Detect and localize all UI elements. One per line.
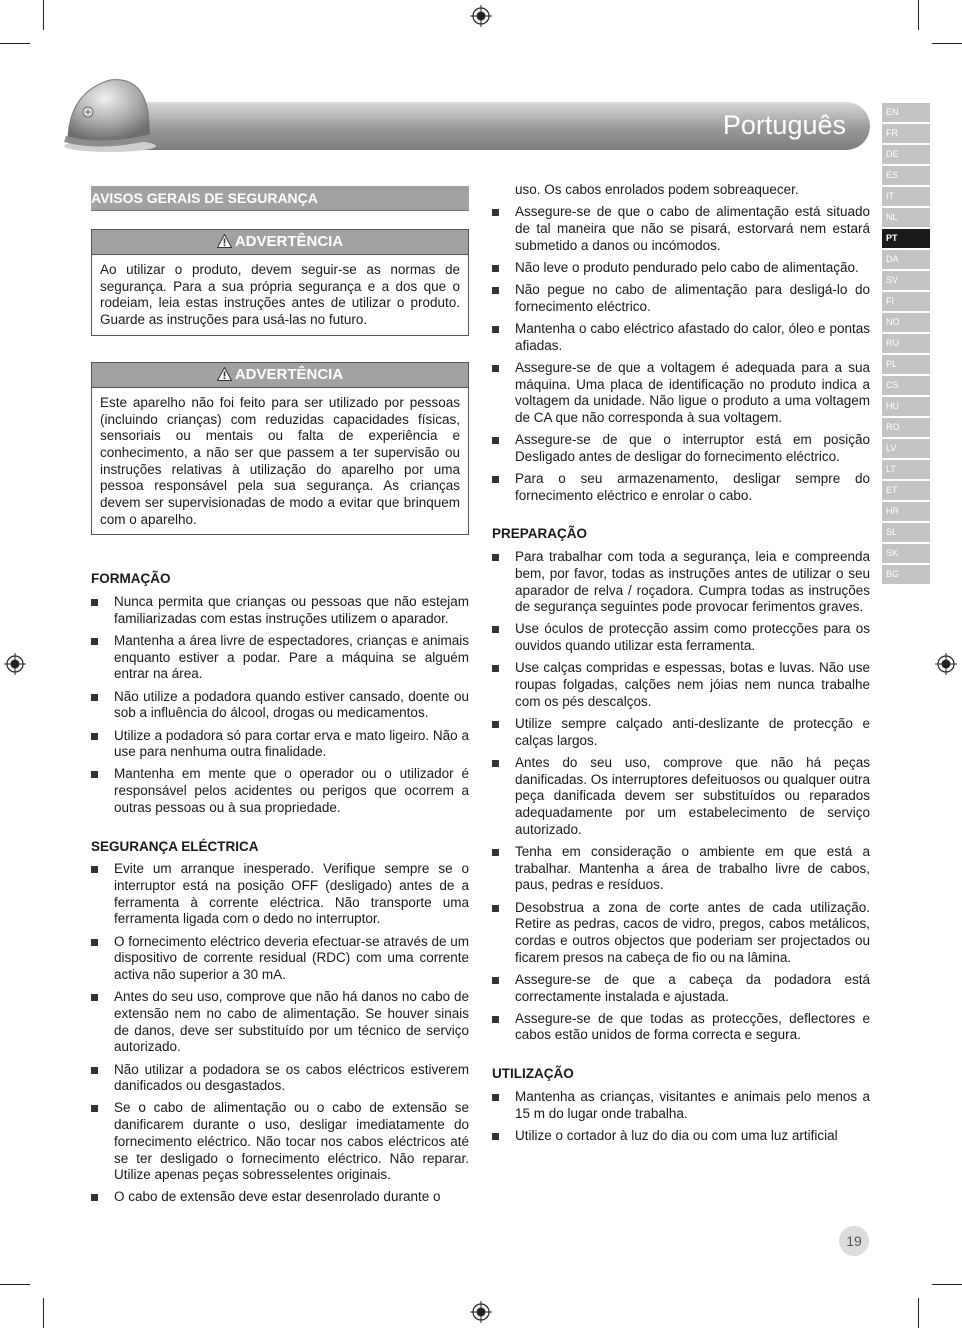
crop-mark — [43, 0, 44, 30]
language-tab-et[interactable]: ET — [882, 481, 930, 500]
page-title: Português — [722, 110, 846, 140]
right-column — [492, 182, 870, 1150]
bullet-list-formacao — [91, 594, 469, 816]
language-tab-fr[interactable]: FR — [882, 124, 930, 143]
language-tabs — [882, 103, 930, 586]
list-item: Assegure-se de que o interruptor está em posição Desligado antes de desligar do fornecimento eléctrico. — [492, 432, 870, 465]
list-item: Assegure-se de que a cabeça da podadora está correctamente instalada e ajustada. — [492, 972, 870, 1005]
warning-title: ADVERTÊNCIA — [234, 233, 344, 250]
crop-mark — [0, 1284, 30, 1285]
language-tab-sk[interactable]: SK — [882, 544, 930, 563]
warning-box — [91, 229, 469, 336]
left-column — [91, 180, 469, 1212]
language-tab-ru[interactable]: RU — [882, 334, 930, 353]
crop-mark — [918, 0, 919, 30]
crop-mark — [918, 1298, 919, 1328]
list-item: Desobstrua a zona de corte antes de cada utilização. Retire as pedras, cacos de vidro, pregos, cabos metálicos, cordas e outros objectos que poderiam ser projectados ou ficarem presos na cabeça de fio ou na lâmina. — [492, 900, 870, 967]
language-tab-fi[interactable]: FI — [882, 292, 930, 311]
language-tab-es[interactable]: ES — [882, 166, 930, 185]
bullet-list-preparacao — [492, 549, 870, 1044]
language-tab-en[interactable]: EN — [882, 103, 930, 122]
list-item: Não utilizar a podadora se os cabos eléctricos estiverem danificados ou desgastados. — [91, 1062, 469, 1095]
list-item: Utilize o cortador à luz do dia ou com uma luz artificial — [492, 1128, 870, 1145]
list-item: Use óculos de protecção assim como protecções para os ouvidos quando utilizar esta ferramenta. — [492, 621, 870, 654]
language-tab-hr[interactable]: HR — [882, 502, 930, 521]
bullet-list-utilizacao — [492, 1089, 870, 1145]
list-item: Para trabalhar com toda a segurança, leia e compreenda bem, por favor, todas as instruções antes de utilizar o seu aparador de relva / roçadora. Cumpra todas as instruções de segurança seguintes pode provocar ferimentos graves. — [492, 549, 870, 616]
header-bar — [112, 102, 870, 150]
list-item: O fornecimento eléctrico deveria efectuar-se através de um dispositivo de corrente residual (RDC) com uma corrente activa não superior a 30 mA. — [91, 934, 469, 984]
bullet-list-seguranca — [91, 861, 469, 1206]
section-heading-seguranca: SEGURANÇA ELÉCTRICA — [91, 838, 259, 854]
language-tab-da[interactable]: DA — [882, 250, 930, 269]
language-tab-hu[interactable]: HU — [882, 397, 930, 416]
warning-header — [92, 230, 468, 255]
list-item: Assegure-se de que a voltagem é adequada para a sua máquina. Uma placa de identificação no produto indica a voltagem da unidade. Não ligue o produto a uma voltagem de CA que não corresponda à sua voltagem. — [492, 360, 870, 427]
registration-mark-icon — [470, 5, 492, 27]
language-tab-it[interactable]: IT — [882, 187, 930, 206]
list-item: Mantenha as crianças, visitantes e animais pelo menos a 15 m do lugar onde trabalha. — [492, 1089, 870, 1122]
list-item: Assegure-se de que o cabo de alimentação está situado de tal maneira que não se pisará, estorvará nem estará submetido a danos ou incómodos. — [492, 204, 870, 254]
crop-mark — [43, 1298, 44, 1328]
language-tab-no[interactable]: NO — [882, 313, 930, 332]
list-item: Nunca permita que crianças ou pessoas que não estejam familiarizadas com estas instruções utilizem o aparador. — [91, 594, 469, 627]
list-item: Mantenha o cabo eléctrico afastado do calor, óleo e pontas afiadas. — [492, 321, 870, 354]
list-item: Não pegue no cabo de alimentação para desligá-lo do fornecimento eléctrico. — [492, 282, 870, 315]
language-tab-nl[interactable]: NL — [882, 208, 930, 227]
list-item: Antes do seu uso, comprove que não há danos no cabo de extensão nem no cabo de alimentação. Se houver sinais de danos, deve ser substituído por um técnico de serviço autorizado. — [91, 989, 469, 1056]
continued-text: uso. Os cabos enrolados podem sobreaquecer. — [515, 182, 799, 197]
page-number: 19 — [839, 1226, 869, 1256]
warning-text: Ao utilizar o produto, devem seguir-se as normas de segurança. Para a sua própria segurança e a dos que o rodeiam, leia estas instruções antes de utilizar o produto. Guarde as instruções para usá-las no futuro. — [100, 262, 460, 328]
list-item: Mantenha a área livre de espectadores, crianças e animais enquanto estiver a podar. Pare a máquina se alguém entrar na área. — [91, 633, 469, 683]
list-item: Assegure-se de que todas as protecções, deflectores e cabos estão unidos de forma correcta e segura. — [492, 1011, 870, 1044]
language-tab-de[interactable]: DE — [882, 145, 930, 164]
language-tab-lt[interactable]: LT — [882, 460, 930, 479]
warning-box — [91, 362, 469, 536]
list-item: Para o seu armazenamento, desligar sempre do fornecimento eléctrico e enrolar o cabo. — [492, 471, 870, 504]
crop-mark — [932, 1284, 962, 1285]
warning-title: ADVERTÊNCIA — [234, 365, 344, 383]
helmet-icon — [60, 72, 160, 156]
language-tab-pl[interactable]: PL — [882, 355, 930, 374]
section-heading-utilizacao: UTILIZAÇÃO — [492, 1066, 574, 1082]
language-tab-sv[interactable]: SV — [882, 271, 930, 290]
list-item: Utilize sempre calçado anti-deslizante de protecção e calças largos. — [492, 716, 870, 749]
list-item: Evite um arranque inesperado. Verifique sempre se o interruptor está na posição OFF (desligado) antes de a ferramenta à corrente eléctrica. Não transporte uma ferramenta ligada com o dedo no interruptor. — [91, 861, 469, 928]
language-tab-cs[interactable]: CS — [882, 376, 930, 395]
list-item: Se o cabo de alimentação ou o cabo de extensão se danificarem durante o uso, desligar imediatamente do fornecimento eléctrico. Não tocar nos cabos eléctricos até se ter desligado o fornecimento eléctrico. Não reparar. Utilize apenas peças sobresselentes originais. — [91, 1100, 469, 1184]
section-heading-preparacao: PREPARAÇÃO — [492, 526, 588, 542]
list-item: Use calças compridas e espessas, botas e luvas. Não use roupas folgadas, calções nem jóias nem nunca trabalhe com os pés descalços. — [492, 660, 870, 710]
registration-mark-icon — [4, 653, 26, 675]
list-item: Não utilize a podadora quando estiver cansado, doente ou sob a influência do álcool, drogas ou medicamentos. — [91, 689, 469, 722]
registration-mark-icon — [470, 1301, 492, 1323]
warning-text: Este aparelho não foi feito para ser utilizado por pessoas (incluindo crianças) com reduzidas capacidades físicas, sensoriais ou mentais ou falta de experiência e conhecimento, a não ser que passem a ter supervisão ou instruções relativas à utilização do aparelho por uma pessoa responsável pela sua segurança. As crianças devem ser supervisionadas de modo a evitar que brinquem com o aparelho. — [100, 394, 460, 527]
language-tab-lv[interactable]: LV — [882, 439, 930, 458]
list-item: Utilize a podadora só para cortar erva e mato ligeiro. Não a use para nenhuma outra finalidade. — [91, 728, 469, 761]
language-tab-ro[interactable]: RO — [882, 418, 930, 437]
section-title: AVISOS GERAIS DE SEGURANÇA — [91, 186, 469, 211]
language-tab-pt[interactable]: PT — [882, 229, 930, 248]
list-item: Antes do seu uso, comprove que não há peças danificadas. Os interruptores defeituosos ou qualquer outra peça danificada devem ser substituídos ou reparados adequadamente por um estabelecimento de serviço autorizado. — [492, 755, 870, 839]
list-item: Tenha em consideração o ambiente em que está a trabalhar. Mantenha a área de trabalho livre de cabos, paus, pedras e resíduos. — [492, 844, 870, 894]
list-item: Mantenha em mente que o operador ou o utilizador é responsável pelos acidentes ou perigos que ocorrem a outras pessoas ou à sua propriedade. — [91, 766, 469, 816]
list-item: Não leve o produto pendurado pelo cabo de alimentação. — [492, 260, 870, 277]
warning-header — [92, 363, 468, 388]
warning-icon — [217, 367, 232, 381]
registration-mark-icon — [935, 653, 957, 675]
crop-mark — [932, 43, 962, 44]
bullet-list-cabos — [492, 204, 870, 504]
language-tab-sl[interactable]: SL — [882, 523, 930, 542]
list-item: O cabo de extensão deve estar desenrolado durante o — [91, 1189, 469, 1206]
language-tab-bg[interactable]: BG — [882, 565, 930, 584]
crop-mark — [0, 43, 30, 44]
section-heading-formacao: FORMAÇÃO — [91, 571, 171, 587]
warning-icon — [217, 234, 232, 248]
